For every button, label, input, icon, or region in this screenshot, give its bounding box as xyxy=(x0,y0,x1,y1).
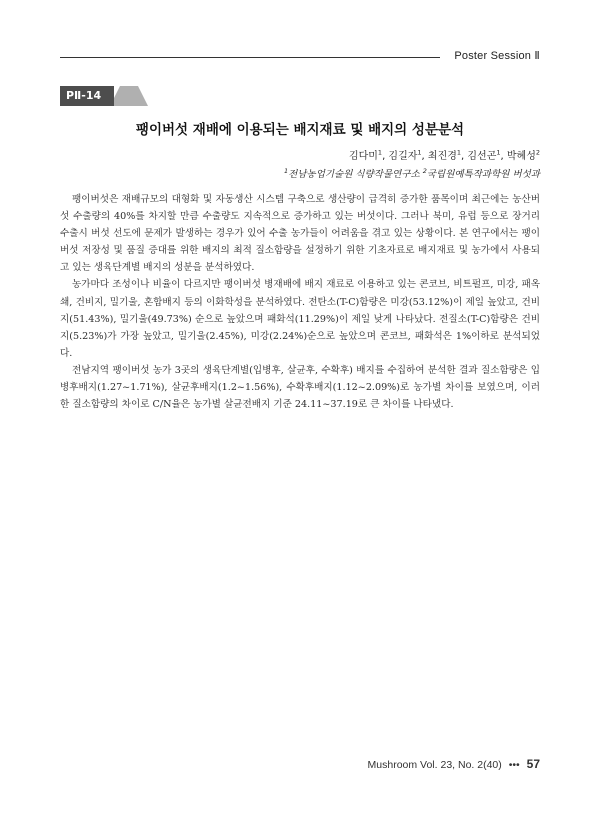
footer-dots: ••• xyxy=(508,759,520,771)
abstract-paragraph: 농가마다 조성이나 비율이 다르지만 팽이버섯 병재배에 배지 재료로 이용하고 있는 콘코브, 비트펄프, 미강, 패옥쇄, 건비지, 밀기울, 혼합배지 등의 이화학성을 분석하였다. 전탄소(T-C)함량은 미강(53.12%)이 제일 높았고, 건비지(51.43%), 밀기울(49.73%) 순으로 높았으며 패화석(11.29%)이 제일 낮게 나타났다. 전질소(T-C)함량은 건비지(5.23%)가 가장 높았고, 밀기울(2.45%), 미강(2.24%)순으로 높았으며 콘코브, 패화석은 1%이하로 분석되었다. xyxy=(60,279,540,359)
affiliation-name: 국립원예특작과학원 버섯과 xyxy=(426,169,540,180)
affiliation-name: 전남농업기술원 식량작물연구소 xyxy=(288,169,420,180)
author-sup: 1 xyxy=(456,148,462,157)
author-name: 김선곤 xyxy=(467,151,497,162)
abstract-body xyxy=(60,191,540,413)
affiliation-sup: 1 xyxy=(284,166,289,175)
author-name: 김다미 xyxy=(348,151,378,162)
author-sup: 2 xyxy=(535,148,540,157)
affiliation-list xyxy=(284,166,540,180)
author-name: 박혜성 xyxy=(506,151,536,162)
journal-citation: Mushroom Vol. 23, No. 2(40) xyxy=(367,759,502,771)
author-sup: 1 xyxy=(417,148,422,157)
author-name: 최진경 xyxy=(427,151,457,162)
abstract-paragraph: 팽이버섯은 재배규모의 대형화 및 자동생산 시스템 구축으로 생산량이 급격히 증가한 품목이며 최근에는 농산버섯 수출량의 40%를 차지할 만큼 수출량도 지속적으로 증가하고 있는 버섯이다. 그러나 북미, 유럽 등으로 장거리 수출시 버섯 선도에 문제가 발생하는 경우가 있어 수출 농가들이 어려움을 겪고 있는 상황이다. 본 연구에서는 팽이버섯 저장성 및 품질 증대를 위한 배지의 최적 질소함량을 설정하기 위한 기초자료로 배지재료 및 농가에서 사용되고 있는 생육단계별 배지의 성분을 분석하였다. xyxy=(60,194,540,274)
header-rule xyxy=(60,57,440,58)
session-title: Poster Session Ⅱ xyxy=(454,50,540,62)
affiliation-sup: 2 xyxy=(422,166,427,175)
abstract-paragraph: 전남지역 팽이버섯 농가 3곳의 생육단계별(입병후, 살균후, 수확후) 배지를 수집하여 분석한 결과 질소함량은 입병후배지(1.27~1.71%), 살균후배지(1.2~1.56%), 수확후배지(1.12~2.09%)로 농가별 차이를 보였으며, 이러한 질소함량의 차이로 C/N율은 농가별 살균전배지 기준 24.11~37.19로 큰 차이를 나타냈다. xyxy=(60,364,540,411)
author-sup: 1 xyxy=(377,148,383,157)
page-number: 57 xyxy=(526,757,540,771)
author-sup: 1 xyxy=(496,148,501,157)
author-name: 김길자 xyxy=(388,151,418,162)
page-footer xyxy=(368,757,540,771)
author-list: 김다미$^1$, 김길자$^1$, 최진경$^1$, 김선곤$^1$, 박혜성$^2$ xyxy=(348,148,540,162)
poster-tag-label: PⅡ-14 xyxy=(60,86,114,106)
tag-slant-decoration xyxy=(110,86,148,106)
paper-title: 팽이버섯 재배에 이용되는 배지재료 및 배지의 성분분석 xyxy=(135,122,465,138)
